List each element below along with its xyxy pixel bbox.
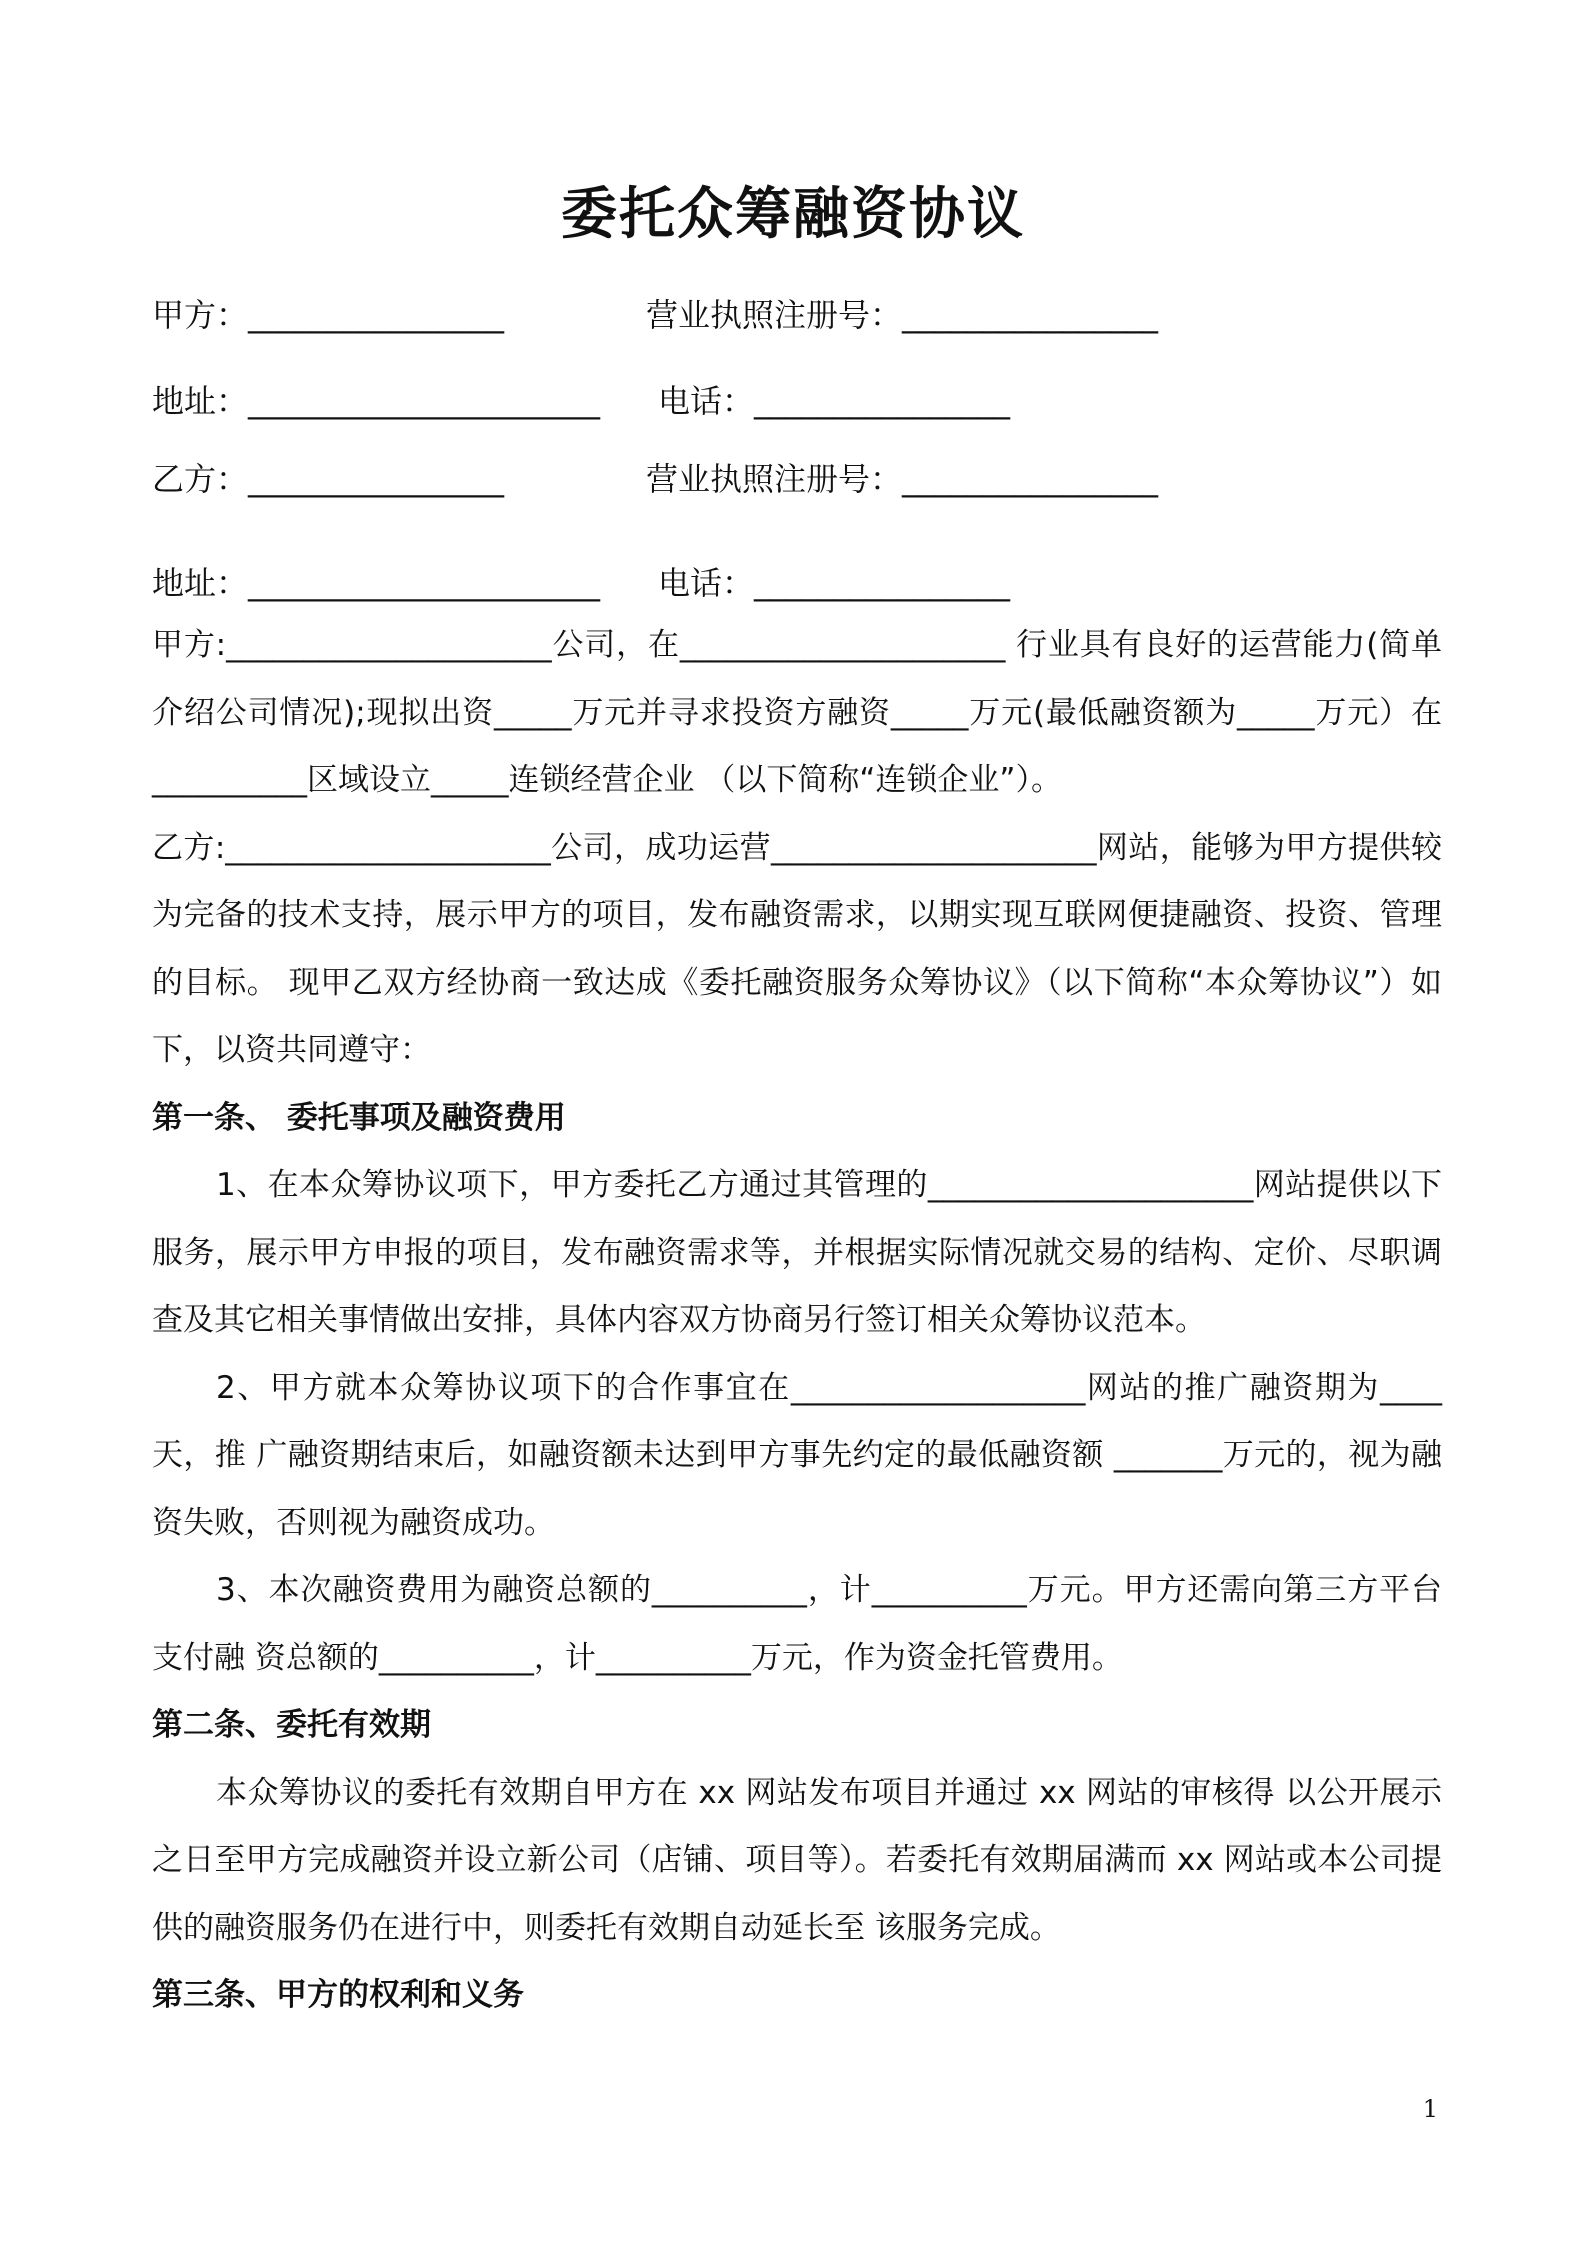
article-1-heading: 第一条、 委托事项及融资费用: [152, 1099, 566, 1136]
party-a-intro-paragraph: 甲方:_____________________公司，在_____________________ 行业具有良好的运营能力(简单介绍公司情况);现拟出资_____万元并寻求投资方融资_____万元(最低融资额为_____万元）在__________区域设立_____连锁经营企业 （以下简称“连锁企业”）。: [152, 627, 1442, 798]
article-2-paragraph: 本众筹协议的委托有效期自甲方在 xx 网站发布项目并通过 xx 网站的审核得 以公开展示之日至甲方完成融资并设立新公司（店铺、项目等）。若委托有效期届满而 xx 网站或本公司提供的融资服务仍在进行中，则委托有效期自动延长至 该服务完成。: [152, 1774, 1442, 1946]
field-row-party-a-address: [152, 376, 1452, 436]
field-row-party-b: [152, 454, 1452, 514]
article-1-clause-1: 1、在本众筹协议项下，甲方委托乙方通过其管理的_____________________网站提供以下服务，展示甲方申报的项目，发布融资需求等，并根据实际情况就交易的结构、定价、尽职调查及其它相关事情做出安排，具体内容双方协商另行签订相关众筹协议范本。: [152, 1167, 1442, 1338]
field-row-party-a: [152, 290, 1452, 350]
party-a-name-field: 甲方：________________: [152, 296, 505, 334]
party-a-address-field: 地址：______________________: [152, 382, 601, 420]
article-1-clause-2: 2、甲方就本众筹协议项下的合作事宜在___________________网站的推广融资期为____天，推 广融资期结束后，如融资额未达到甲方事先约定的最低融资额 _______万元的，视为融资失败，否则视为融资成功。: [152, 1369, 1442, 1541]
article-1-clause-3: 3、本次融资费用为融资总额的__________，计__________万元。甲方还需向第三方平台支付融 资总额的__________，计__________万元，作为资金托管费用。: [152, 1572, 1442, 1676]
article-3-heading: 第三条、甲方的权利和义务: [152, 1977, 524, 2013]
party-b-address-field: 地址：______________________: [152, 564, 601, 602]
article-2-heading: 第二条、委托有效期: [152, 1707, 431, 1743]
party-b-name-field: 乙方：________________: [152, 460, 505, 498]
field-row-party-b-address: [152, 558, 1452, 618]
party-a-license-field: 营业执照注册号：________________: [646, 296, 1159, 334]
agreement-body: [152, 612, 1442, 2030]
party-b-phone-field: 电话：________________: [658, 564, 1011, 602]
party-a-phone-field: 电话：________________: [658, 382, 1011, 420]
document-title: 委托众筹融资协议: [561, 182, 1025, 247]
page-number: 1: [1422, 2095, 1438, 2123]
party-b-license-field: 营业执照注册号：________________: [646, 460, 1159, 498]
party-b-intro-paragraph: 乙方:_____________________公司，成功运营_____________________网站，能够为甲方提供较为完备的技术支持，展示甲方的项目，发布融资需求，以期实现互联网便捷融资、投资、管理的目标。 现甲乙双方经协商一致达成《委托融资服务众筹协议》（以下简称“本众筹协议”）如下，以资共同遵守：: [152, 829, 1442, 1068]
